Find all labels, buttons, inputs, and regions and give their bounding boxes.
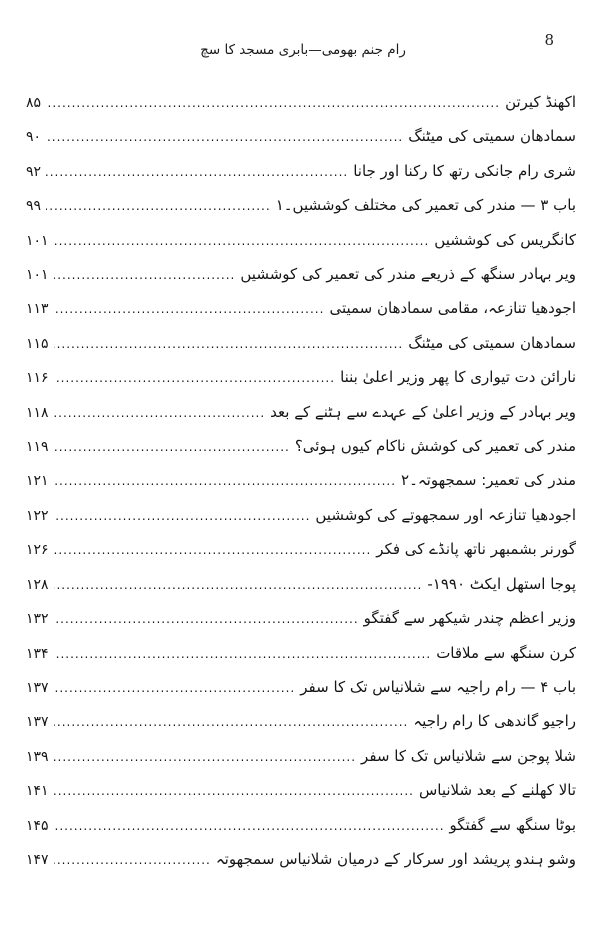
toc-entry — [26, 774, 576, 808]
toc-entry-page: ۹۹ — [26, 198, 42, 215]
dotted-leader — [54, 638, 432, 671]
toc-entry — [26, 705, 576, 739]
running-header: رام جنم بھومی—بابری مسجد کا سچ — [200, 42, 406, 58]
toc-entry — [26, 86, 576, 120]
toc-entry-page: ۱۲۸ — [26, 576, 49, 593]
dotted-leader — [54, 672, 296, 705]
toc-entry-title: ویر بہادر کے وزیر اعلیٰ کے عہدے سے ہٹنے کے بعد — [270, 402, 576, 421]
page-header — [0, 0, 606, 78]
toc-entry — [26, 533, 576, 567]
dotted-leader — [54, 706, 409, 739]
toc-entry-title: راجیو گاندھی کا رام راجیہ — [413, 712, 576, 731]
toc-entry — [26, 568, 576, 602]
toc-entry-page: ۹۲ — [26, 163, 42, 180]
toc-entry-title: اجودھیا تنازعہ اور سمجھوتے کی کوششیں — [315, 505, 576, 524]
toc-entry-page: ۱۱۹ — [26, 439, 49, 456]
dotted-leader — [46, 87, 500, 120]
dotted-leader — [54, 844, 211, 877]
dotted-leader — [54, 397, 266, 430]
toc-entry-page: ۸۵ — [26, 95, 42, 111]
dotted-leader — [54, 328, 404, 361]
toc-entry — [26, 361, 576, 395]
dotted-leader — [54, 534, 372, 567]
toc-entry-page: ۱۳۲ — [26, 611, 49, 628]
toc-entry-page: ۱۱۵ — [26, 335, 49, 352]
toc-entry — [26, 396, 576, 430]
toc-entry-page: ۱۴۷ — [26, 851, 49, 868]
dotted-leader — [54, 741, 356, 774]
toc-entry-page: ۱۳۹ — [26, 748, 49, 765]
toc-entry-title: ویر بہادر سنگھ کے ذریعے مندر کی تعمیر کی کوششیں — [240, 265, 576, 284]
toc-entry-page: ۱۳۷ — [26, 679, 49, 696]
toc-entry-page: ۱۱۶ — [26, 370, 49, 387]
toc-entry — [26, 224, 576, 258]
toc-entry-page: ۱۱۸ — [26, 404, 49, 421]
toc-entry-title: باب ۴ — رام راجیہ سے شلانیاس تک کا سفر — [300, 677, 576, 696]
toc-entry — [26, 327, 576, 361]
toc-entry-title: گورنر بشمبھر ناتھ پانڈے کی فکر — [376, 540, 576, 559]
dotted-leader — [54, 500, 311, 533]
dotted-leader — [54, 810, 445, 843]
toc-entry — [26, 499, 576, 533]
toc-entry — [26, 292, 576, 326]
dotted-leader — [54, 465, 396, 498]
toc-entry-title: شلا پوجن سے شلانیاس تک کا سفر — [361, 746, 576, 765]
toc-entry — [26, 809, 576, 843]
toc-entry — [26, 843, 576, 877]
book-page-number: 8 — [544, 31, 554, 49]
dotted-leader — [54, 225, 430, 258]
toc-entry-title: اکھنڈ کیرتن — [505, 93, 576, 111]
toc-entry-title: بوٹا سنگھ سے گفتگو — [449, 815, 576, 834]
toc-entry-title: اجودھیا تنازعہ، مقامی سمادھان سمیتی — [329, 299, 576, 318]
dotted-leader — [54, 431, 290, 464]
dotted-leader — [54, 362, 336, 395]
toc-entry-page: ۱۱۳ — [26, 301, 49, 318]
toc-entry-page: ۱۰۱ — [26, 267, 49, 284]
toc-entry — [26, 602, 576, 636]
toc-entry-title: شری رام جانکی رتھ کا رکنا اور جانا — [353, 161, 576, 180]
toc-entry-title: کرن سنگھ سے ملاقات — [436, 643, 576, 662]
toc-entry-title: باب ۳ — مندر کی تعمیر کی مختلف کوششیں۔۱ — [275, 196, 576, 215]
toc-entry-page: ۱۴۵ — [26, 817, 49, 834]
dotted-leader — [54, 293, 325, 326]
toc-entry — [26, 464, 576, 498]
dotted-leader — [46, 190, 271, 223]
toc-entry-page: ۱۴۱ — [26, 783, 49, 800]
toc-entry-title: پوجا استھل ایکٹ ۱۹۹۰- — [427, 574, 576, 593]
toc-entry-page: ۱۲۲ — [26, 507, 49, 524]
toc-entry-title: تالا کھلنے کے بعد شلانیاس — [418, 781, 576, 800]
toc-entry-title: سمادھان سمیتی کی میٹنگ — [408, 127, 576, 146]
toc-entry-title: کانگریس کی کوششیں — [434, 230, 576, 249]
toc-entry-chapter — [26, 671, 576, 705]
toc-entry-title: مندر کی تعمیر کی کوشش ناکام کیوں ہوئی؟ — [294, 437, 576, 456]
dotted-leader — [54, 603, 359, 636]
toc-entry — [26, 740, 576, 774]
toc-entry-page: ۱۳۷ — [26, 714, 49, 731]
toc-entry-page: ۱۲۶ — [26, 542, 49, 559]
toc-entry-title: سمادھان سمیتی کی میٹنگ — [408, 333, 576, 352]
toc-entry — [26, 120, 576, 154]
toc-entry-title: مندر کی تعمیر: سمجھوتہ۔۲ — [401, 471, 576, 490]
toc-entry-title: وزیر اعظم چندر شیکھر سے گفتگو — [363, 609, 576, 628]
dotted-leader — [46, 121, 403, 154]
toc-entry-page: ۱۲۱ — [26, 473, 49, 490]
dotted-leader — [46, 156, 348, 189]
dotted-leader — [54, 775, 414, 808]
toc-entry-page: ۱۳۴ — [26, 645, 49, 662]
toc-entry-chapter — [26, 189, 576, 223]
toc-entry-page: ۱۰۱ — [26, 232, 49, 249]
dotted-leader — [54, 259, 236, 292]
toc-entry — [26, 430, 576, 464]
toc-entry — [26, 637, 576, 671]
toc-entry-page: ۹۰ — [26, 129, 42, 146]
table-of-contents — [0, 78, 606, 877]
toc-entry — [26, 258, 576, 292]
toc-entry-title: نارائن دت تیواری کا پھر وزیر اعلیٰ بننا — [340, 368, 576, 387]
dotted-leader — [54, 569, 423, 602]
toc-entry — [26, 155, 576, 189]
toc-entry-title: وشو ہندو پریشد اور سرکار کے درمیان شلانیاس سمجھوتہ — [215, 849, 576, 868]
